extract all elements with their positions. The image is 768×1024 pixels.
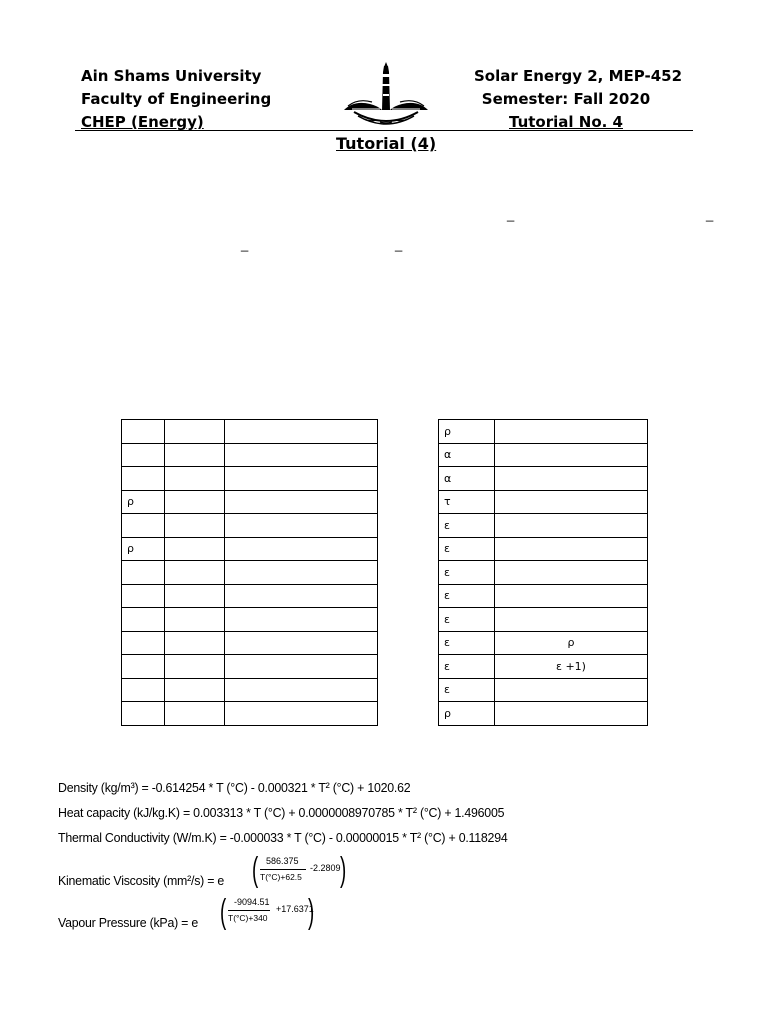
right-table-row	[439, 561, 648, 585]
right-table-row	[439, 608, 648, 632]
left-table-cell	[225, 702, 378, 726]
left-table-cell	[225, 490, 378, 514]
left-table-row	[122, 561, 378, 585]
left-table-row	[122, 678, 378, 702]
left-table-cell	[122, 514, 165, 538]
kv-denominator: T(°C)+62.5	[260, 872, 302, 882]
right-table-row	[439, 443, 648, 467]
header-left	[81, 65, 271, 134]
left-table-cell	[165, 490, 225, 514]
right-table-cell: ε	[439, 561, 495, 585]
left-table-cell	[122, 678, 165, 702]
header-rule	[75, 130, 693, 131]
left-table-cell	[225, 537, 378, 561]
right-table-cell: ε	[439, 678, 495, 702]
left-table-row	[122, 631, 378, 655]
left-table-cell	[122, 702, 165, 726]
left-table-cell: ρ	[122, 490, 165, 514]
left-table-cell	[122, 584, 165, 608]
right-table-cell: ε	[439, 514, 495, 538]
left-table-row	[122, 467, 378, 491]
left-table-cell	[165, 467, 225, 491]
left-table-cell	[122, 655, 165, 679]
left-table-row	[122, 490, 378, 514]
right-table-cell	[495, 537, 648, 561]
left-table-cell	[165, 678, 225, 702]
left-table-cell	[225, 467, 378, 491]
left-table-cell	[165, 537, 225, 561]
vp-numerator: -9094.51	[234, 897, 270, 907]
right-table-cell	[495, 420, 648, 444]
left-table-cell	[122, 608, 165, 632]
properties-table-left	[121, 419, 378, 726]
stray-mark: _	[241, 237, 249, 252]
left-table-cell	[225, 631, 378, 655]
left-table-row	[122, 655, 378, 679]
left-table-cell	[122, 561, 165, 585]
left-table-row	[122, 443, 378, 467]
left-table-cell	[165, 443, 225, 467]
right-table-cell: ρ	[439, 420, 495, 444]
left-table-cell	[122, 631, 165, 655]
left-table-cell	[225, 420, 378, 444]
left-table-cell	[165, 420, 225, 444]
header-right	[474, 65, 683, 134]
heat-capacity-equation: Heat capacity (kJ/kg.K) = 0.003313 * T (°C) + 0.0000008970785 * T² (°C) + 1.496005	[58, 805, 505, 820]
left-table-cell	[225, 655, 378, 679]
right-table-row	[439, 467, 648, 491]
right-table-cell: ε	[439, 537, 495, 561]
vapour-pressure-label: Vapour Pressure (kPa) = e	[58, 915, 199, 930]
properties-table-right	[438, 419, 648, 726]
right-table-cell: ρ	[495, 631, 648, 655]
stray-mark: _	[507, 207, 515, 222]
right-table-row	[439, 702, 648, 726]
left-table-cell	[165, 655, 225, 679]
right-table-row	[439, 537, 648, 561]
university-logo	[340, 62, 432, 128]
left-table-row	[122, 420, 378, 444]
left-table-row	[122, 514, 378, 538]
vp-addend: +17.6371	[276, 904, 314, 914]
kinematic-viscosity-label: Kinematic Viscosity (mm²/s) = e	[58, 873, 225, 888]
left-table-cell	[165, 584, 225, 608]
kv-fraction-line	[260, 869, 306, 870]
right-table-cell	[495, 490, 648, 514]
right-table-cell: τ	[439, 490, 495, 514]
kv-numerator: 586.375	[266, 856, 299, 866]
right-table-row	[439, 420, 648, 444]
left-table-cell	[225, 514, 378, 538]
left-table-cell	[165, 608, 225, 632]
left-table-cell	[225, 561, 378, 585]
left-table-cell	[165, 514, 225, 538]
left-table-cell	[225, 584, 378, 608]
right-table-cell: ε	[439, 608, 495, 632]
right-table-cell: ε	[439, 584, 495, 608]
right-table-cell: ε +1)	[495, 655, 648, 679]
right-table-cell: α	[439, 467, 495, 491]
semester: Semester: Fall 2020	[481, 90, 651, 108]
kv-addend: -2.2809	[310, 863, 341, 873]
left-table-cell	[225, 678, 378, 702]
stray-mark: _	[706, 207, 714, 222]
faculty-name: Faculty of Engineering	[81, 90, 272, 108]
left-table-cell: ρ	[122, 537, 165, 561]
left-table-cell	[225, 608, 378, 632]
right-table-row	[439, 514, 648, 538]
left-table-cell	[165, 702, 225, 726]
right-table-cell	[495, 467, 648, 491]
left-table-cell	[122, 420, 165, 444]
page-title: Tutorial (4)	[336, 134, 437, 153]
right-table-cell	[495, 608, 648, 632]
right-table-cell	[495, 584, 648, 608]
left-table-row	[122, 537, 378, 561]
right-table-cell	[495, 678, 648, 702]
left-table-row	[122, 702, 378, 726]
vp-fraction-line	[228, 910, 270, 911]
right-table-cell: ε	[439, 655, 495, 679]
thermal-conductivity-equation: Thermal Conductivity (W/m.K) = -0.000033 * T (°C) - 0.00000015 * T² (°C) + 0.118294	[58, 830, 508, 845]
density-equation: Density (kg/m³) = -0.614254 * T (°C) - 0.000321 * T² (°C) + 1020.62	[58, 780, 411, 795]
right-table-row	[439, 678, 648, 702]
right-table-cell	[495, 702, 648, 726]
tutorial-number: Tutorial No. 4	[509, 113, 623, 131]
right-table-cell	[495, 443, 648, 467]
course-name: Solar Energy 2, MEP-452	[474, 67, 683, 85]
right-table-row	[439, 655, 648, 679]
right-table-cell	[495, 514, 648, 538]
left-table-row	[122, 608, 378, 632]
left-table-cell	[225, 443, 378, 467]
left-table-cell	[165, 561, 225, 585]
left-table-cell	[165, 631, 225, 655]
right-table-cell: α	[439, 443, 495, 467]
stray-mark: _	[395, 237, 403, 252]
right-table-row	[439, 584, 648, 608]
right-table-row	[439, 631, 648, 655]
left-table-row	[122, 584, 378, 608]
right-table-cell: ε	[439, 631, 495, 655]
right-table-row	[439, 490, 648, 514]
left-table-cell	[122, 467, 165, 491]
department-name: CHEP (Energy)	[81, 113, 204, 131]
university-name: Ain Shams University	[81, 67, 262, 85]
right-table-cell	[495, 561, 648, 585]
left-table-cell	[122, 443, 165, 467]
right-table-cell: ρ	[439, 702, 495, 726]
vp-denominator: T(°C)+340	[228, 913, 268, 923]
